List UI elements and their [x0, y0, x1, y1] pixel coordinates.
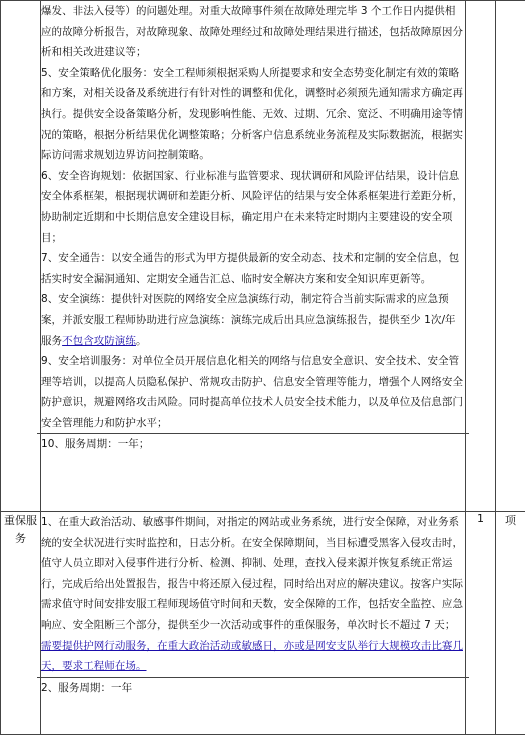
paragraph-security-consulting: 6、安全咨询规划：依据国家、行业标准与监管要求、现状调研和风险评估结果，设计信息安全体系框架，根据现状调研和差距分析、风险评估的结果与安全体系框架进行差距分析，协助制定近期和中长期信息安全建设目标，确定用户在未来特定时期内主要建设的安全项目； — [41, 169, 463, 244]
paragraph-protection-detail — [41, 512, 465, 677]
row-label-protection-service: 重保服务 — [1, 512, 41, 735]
protection-requirement-note: 需要提供护网行动服务，在重大政治活动或敏感日，亦或是网安支队举行大规模攻击比赛几天，要求工程师在场。 — [41, 639, 463, 673]
paragraph-protection-period: 2、服务周期：一年 — [41, 681, 133, 694]
protection-description-cell — [41, 512, 466, 735]
drill-exclusion-note: 不包含攻防演练 — [62, 334, 136, 347]
row-label-empty — [1, 1, 41, 512]
paragraph-fault-report: 爆发、非法入侵等）的问题处理。对重大故障事件须在故障处理完毕 3 个工作日内提供相应的故障分析报告，对故障现象、故障处理经过和故障处理结果进行描述，包括故障原因分析和相关改进建议等； — [41, 5, 463, 59]
drill-text: 8、安全演练：提供针对医院的网络安全应急演练行动，制定符合当前实际需求的应急预案，并派安服工程师协助进行应急演练：演练完成后出具应急演练报告，提供至少 1次/年服务 — [41, 293, 456, 347]
paragraph-policy-optimization: 5、安全策略优化服务：安全工程师须根据采购人所提要求和安全态势变化制定有效的策略和方案，对相关设备及系统进行有针对性的调整和优化，调整时必须预先通知需求方确定再执行。提供安全设备策略分析，发现影响性能、无效、过期、冗余、宽泛、不明确用途等情况的策略，根据分析结果优化调整策略；分析客户信息系统业务流程及实际数据流，根据实际访问需求规划边界访问控制策略。 — [41, 66, 463, 162]
table-row — [1, 1, 525, 512]
unit-cell: 项 — [496, 512, 525, 735]
paragraph-security-drill — [41, 289, 465, 351]
protection-text: 1、在重大政治活动、敏感事件期间，对指定的网站或业务系统，进行安全保障，对业务系统的安全状况进行实时监控和，日志分析。在安全保障期间，当目标遭受黑客入侵攻击时，值守人员立即对入侵事件进行分析、检测、抑制、处理，查找入侵来源并恢复系统正常运行，完成后给出处置报告，报告中将还原入侵过程，同时给出对应的解决建议。按客户实际需求值守时间安排安服工程师现场值守时间和天数，安全保障的工作，包括安全监控、应急响应、安全阻断三个部分，提供至少一次活动或事件的重保服务，单次时长不超过 7 天； — [41, 516, 463, 631]
paragraph-security-training: 9、安全培训服务：对单位全员开展信息化相关的网络与信息安全意识、安全技术、安全管理等培训，以提高人员隐私保护、常规攻击防护、信息安全管理等能力，增强个人网络安全防护意识，规避网络攻击风险。同时提高单位技术人员安全技术能力，以及单位及信息部门安全管理能力和防护水平； — [41, 355, 463, 429]
drill-end: 。 — [135, 334, 147, 347]
paragraph-service-period: 10、服务周期：一年； — [41, 438, 150, 451]
service-description-cell — [41, 1, 466, 512]
quantity-empty — [466, 1, 496, 512]
quantity-cell: 1 — [466, 512, 496, 735]
table-row — [1, 512, 525, 735]
paragraph-security-notice: 7、安全通告：以安全通告的形式为甲方提供最新的安全动态、技术和定制的安全信息，包括实时安全漏洞通知、定期安全通告汇总、临时安全解决方案和安全知识库更新等。 — [41, 252, 460, 285]
unit-empty — [496, 1, 525, 512]
